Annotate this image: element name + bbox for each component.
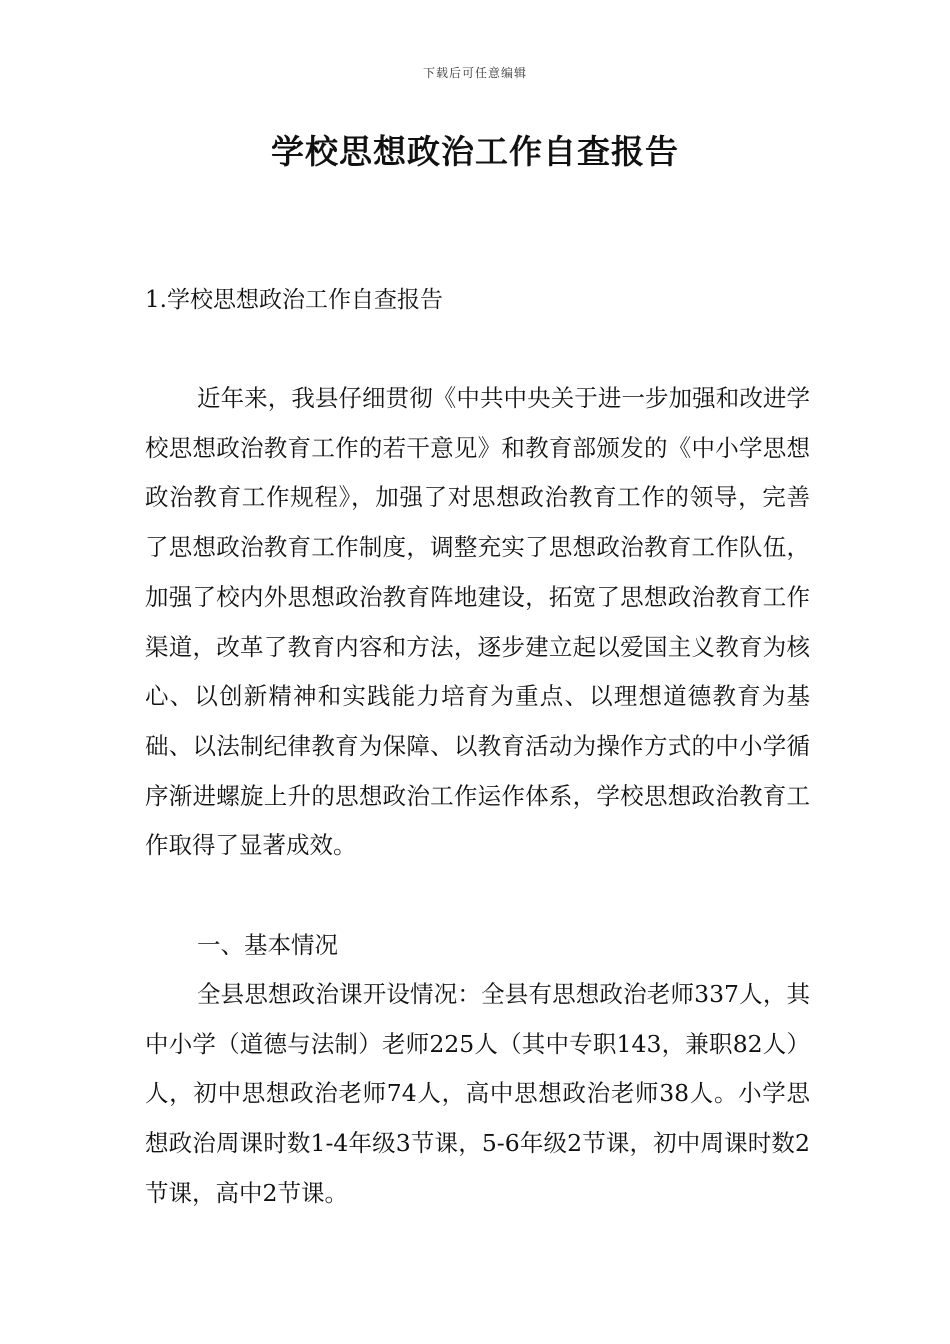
header-note: 下载后可任意编辑 xyxy=(422,66,527,80)
intro-paragraph: 近年来，我县仔细贯彻《中共中央关于进一步加强和改进学校思想政治教育工作的若干意见》和教育部颁发的《中小学思想政治教育工作规程》，加强了对思想政治教育工作的领导，完善了思想政治教育工作制度，调整充实了思想政治教育工作队伍，加强了校内外思想政治教育阵地建设，拓宽了思想政治教育工作渠道，改革了教育内容和方法，逐步建立起以爱国主义教育为核心、以创新精神和实践能力培育为重点、以理想道德教育为基础、以法制纪律教育为保障、以教育活动为操作方式的中小学循序渐进螺旋上升的思想政治工作运作体系，学校思想政治教育工作取得了显著成效。 xyxy=(145,384,810,860)
statistics-paragraph: 全县思想政治课开设情况：全县有思想政治老师337人，其中小学（道德与法制）老师225人（其中专职143，兼职82人）人，初中思想政治老师74人，高中思想政治老师38人。小学思想政治周课时数1-4年级3节课，5-6年级2节课，初中周课时数2节课，高中2节课。 xyxy=(145,980,810,1207)
document-title: 学校思想政治工作自查报告 xyxy=(271,132,679,171)
subheading-basic-situation: 一、基本情况 xyxy=(197,931,338,959)
section-heading: 1.学校思想政治工作自查报告 xyxy=(145,287,443,313)
